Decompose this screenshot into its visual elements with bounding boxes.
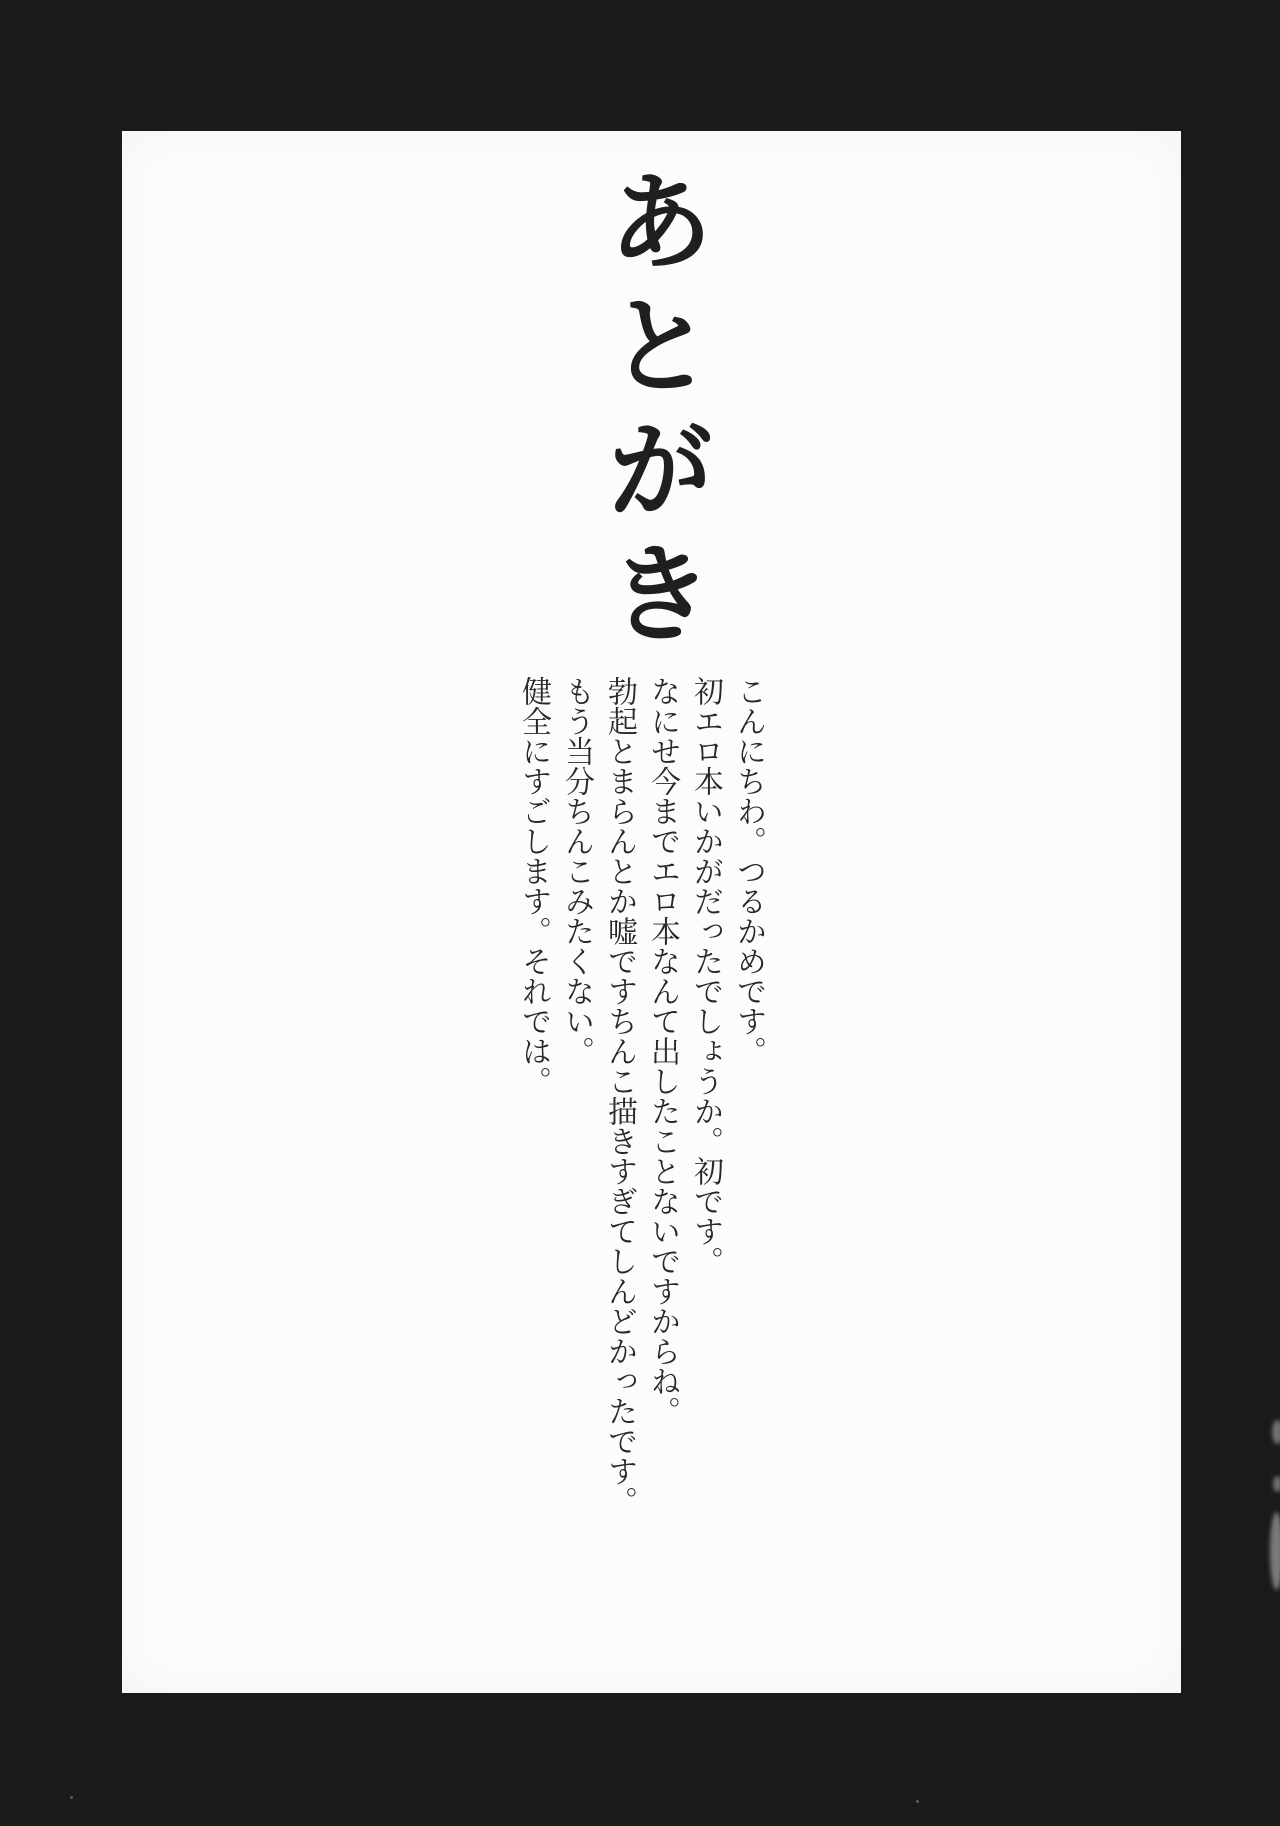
text-column-4: 勃起とまらんとか嘘ですちんこ描きすぎてしんどかったです。 xyxy=(602,676,637,1516)
text-column-6: 健全にすごします。それでは。 xyxy=(516,676,551,1096)
page-title: あとがき xyxy=(588,165,715,661)
text-column-1: こんにちわ。つるかめです。 xyxy=(731,676,766,1066)
scan-edge-artifact xyxy=(1270,1512,1280,1590)
scan-edge-artifact xyxy=(1272,1420,1280,1444)
text-column-3: なにせ今までエロ本なんて出したことないですからね。 xyxy=(645,676,680,1426)
scan-noise-dot xyxy=(916,1800,919,1803)
text-column-5: もう当分ちんこみたくない。 xyxy=(559,676,594,1066)
scan-edge-artifact xyxy=(1273,1476,1280,1492)
paper-sheet xyxy=(122,131,1181,1693)
text-column-2: 初エロ本いかがだったでしょうか。初です。 xyxy=(688,676,723,1276)
afterword-text-block xyxy=(512,676,770,1516)
scan-noise-dot xyxy=(70,1796,73,1799)
